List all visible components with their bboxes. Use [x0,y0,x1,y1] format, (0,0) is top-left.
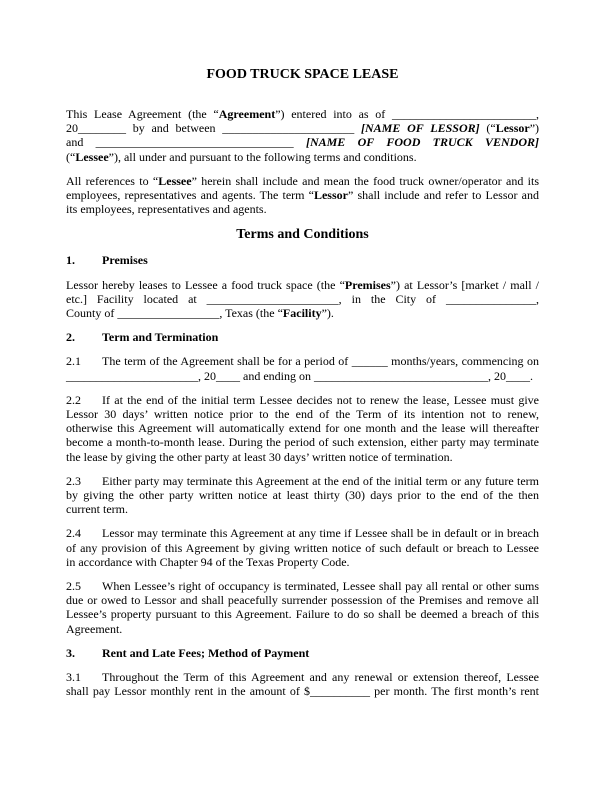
terms-heading: Terms and Conditions [236,227,369,243]
section-number: 2. [66,330,75,345]
text-run: Lessee’s property pursuant to this Agreement. Failure to do so shall be deemed a breach of this [66,607,539,622]
text-run: its employees, representatives and agents. [66,202,267,217]
text-run: ”), all under and pursuant to the following terms and conditions. [108,149,417,164]
text-run: ______________________, 20____ and ending on _____________________________, 20____. [66,368,533,383]
text-run: 20________ by and between ______________________ [66,121,361,136]
text-line [66,421,539,435]
text-run: the lease by giving the other party at least 30 days’ written notice of termination. [66,449,453,464]
text-run: Facility [282,306,322,321]
section-number: 1. [66,253,75,268]
text-run: Either party may terminate this Agreement at the end of the initial term or any future term [102,473,539,488]
section-label: Premises [102,253,148,268]
text-run: This Lease Agreement (the “ [66,107,219,121]
text-run: Lessor may terminate this Agreement at any time if Lessee shall be in default or in breach [102,526,539,541]
text-run: [NAME OF FOOD TRUCK VENDOR] [305,135,540,150]
text-run: shall pay Lessor monthly rent in the amount of $__________ per month. The first month’s rent [66,684,539,699]
text-run: by giving the other party written notice at least thirty (30) days prior to the end of the then [66,488,539,503]
text-line [66,526,539,540]
text-run: due or owed to Lessor and shall peacefully surrender possession of the Premises and remove all [66,593,539,608]
text-line [66,488,539,502]
clause-number: 2.5 [66,579,81,594]
text-run: Lessor [495,121,530,136]
text-run: current term. [66,502,128,517]
section-label: Term and Termination [102,330,219,345]
document [66,66,539,699]
text-run: [NAME OF LESSOR] [361,121,480,136]
paragraph [66,354,539,382]
text-line [66,306,539,320]
text-line [66,474,539,488]
paragraph [66,107,539,164]
text-run: Premises [344,277,391,292]
text-run: Lessor [313,188,348,203]
clause-number: 2.3 [66,473,81,488]
clause-number: 3.1 [66,670,81,685]
text-line [66,670,539,684]
text-run: employees, representatives and agents. The term “ [66,188,314,203]
text-line [66,121,539,135]
text-line [66,622,539,636]
text-line [66,435,539,449]
text-run: Lessee [75,149,109,164]
text-line [66,135,539,149]
text-line [66,607,539,621]
section-label: Rent and Late Fees; Method of Payment [102,645,310,660]
text-line [66,684,539,698]
text-run: Lessee [158,173,192,188]
text-run: in accordance with Chapter 94 of the Texas Property Code. [66,554,350,569]
text-line [66,174,539,188]
text-run: If at the end of the initial term Lessee decides not to renew the lease, Lessee must give [102,392,539,407]
text-run: Agreement. [66,621,123,636]
text-run: ” shall include and refer to Lessor and [347,188,539,203]
section-heading [66,253,539,267]
text-line [66,450,539,464]
text-line [66,407,539,421]
text-run: ”) at Lessor’s [market / mall / [390,277,539,292]
text-line [66,502,539,516]
text-run: Agreement [218,107,276,121]
text-line [66,593,539,607]
text-run: County of _________________, Texas (the “ [66,306,283,321]
paragraph [66,526,539,569]
text-run: ”). [321,306,334,321]
clause-number: 2.4 [66,526,81,541]
paragraph [66,670,539,698]
text-line [66,150,539,164]
text-run: ” herein shall include and mean the food truck owner/operator and its [191,173,539,188]
clause-number: 2.2 [66,392,81,407]
text-line [66,541,539,555]
text-run: Lessor 30 days’ written notice prior to the end of the Term of its intention not to renew, [66,407,539,422]
section-number: 3. [66,645,75,660]
paragraph [66,174,539,217]
text-line [66,579,539,593]
text-run: ”) entered into as of ________________________, [275,107,539,121]
text-line [66,555,539,569]
text-line [66,278,539,292]
text-line [66,202,539,216]
text-run: become a month-to-month lease. During the period of such extension, either party may terminate [66,435,539,450]
text-run: All references to “ [66,173,159,188]
text-run: etc.] Facility located at ______________________, in the City of _______________, [66,291,539,306]
text-run: (“ [66,149,76,164]
paragraph [66,393,539,464]
text-run: The term of the Agreement shall be for a period of ______ months/years, commencing on [102,354,539,369]
text-line [66,354,539,368]
paragraph [66,474,539,517]
document-title: FOOD TRUCK SPACE LEASE [206,67,399,82]
text-run: ”) [529,121,540,136]
text-run: of any provision of this Agreement by giving written notice of such default or breach to Lessee [66,540,539,555]
text-line [66,393,539,407]
text-line [66,188,539,202]
paragraph [66,579,539,636]
text-line [66,292,539,306]
clause-number: 2.1 [66,354,81,369]
text-line [66,107,539,121]
text-run: otherwise this Agreement will automatically extend for one month and the lease will thereafter [66,421,539,436]
text-run: Throughout the Term of this Agreement and any renewal or extension thereof, Lessee [102,670,539,685]
text-run: When Lessee’s right of occupancy is terminated, Lessee shall pay all rental or other sums [102,579,539,594]
text-run: and _________________________________ [66,135,306,150]
text-run: Lessor hereby leases to Lessee a food truck space (the “ [66,277,345,292]
section-heading [66,330,539,344]
text-line [66,369,539,383]
text-run: (“ [479,121,496,136]
paragraph [66,278,539,321]
section-heading [66,646,539,660]
